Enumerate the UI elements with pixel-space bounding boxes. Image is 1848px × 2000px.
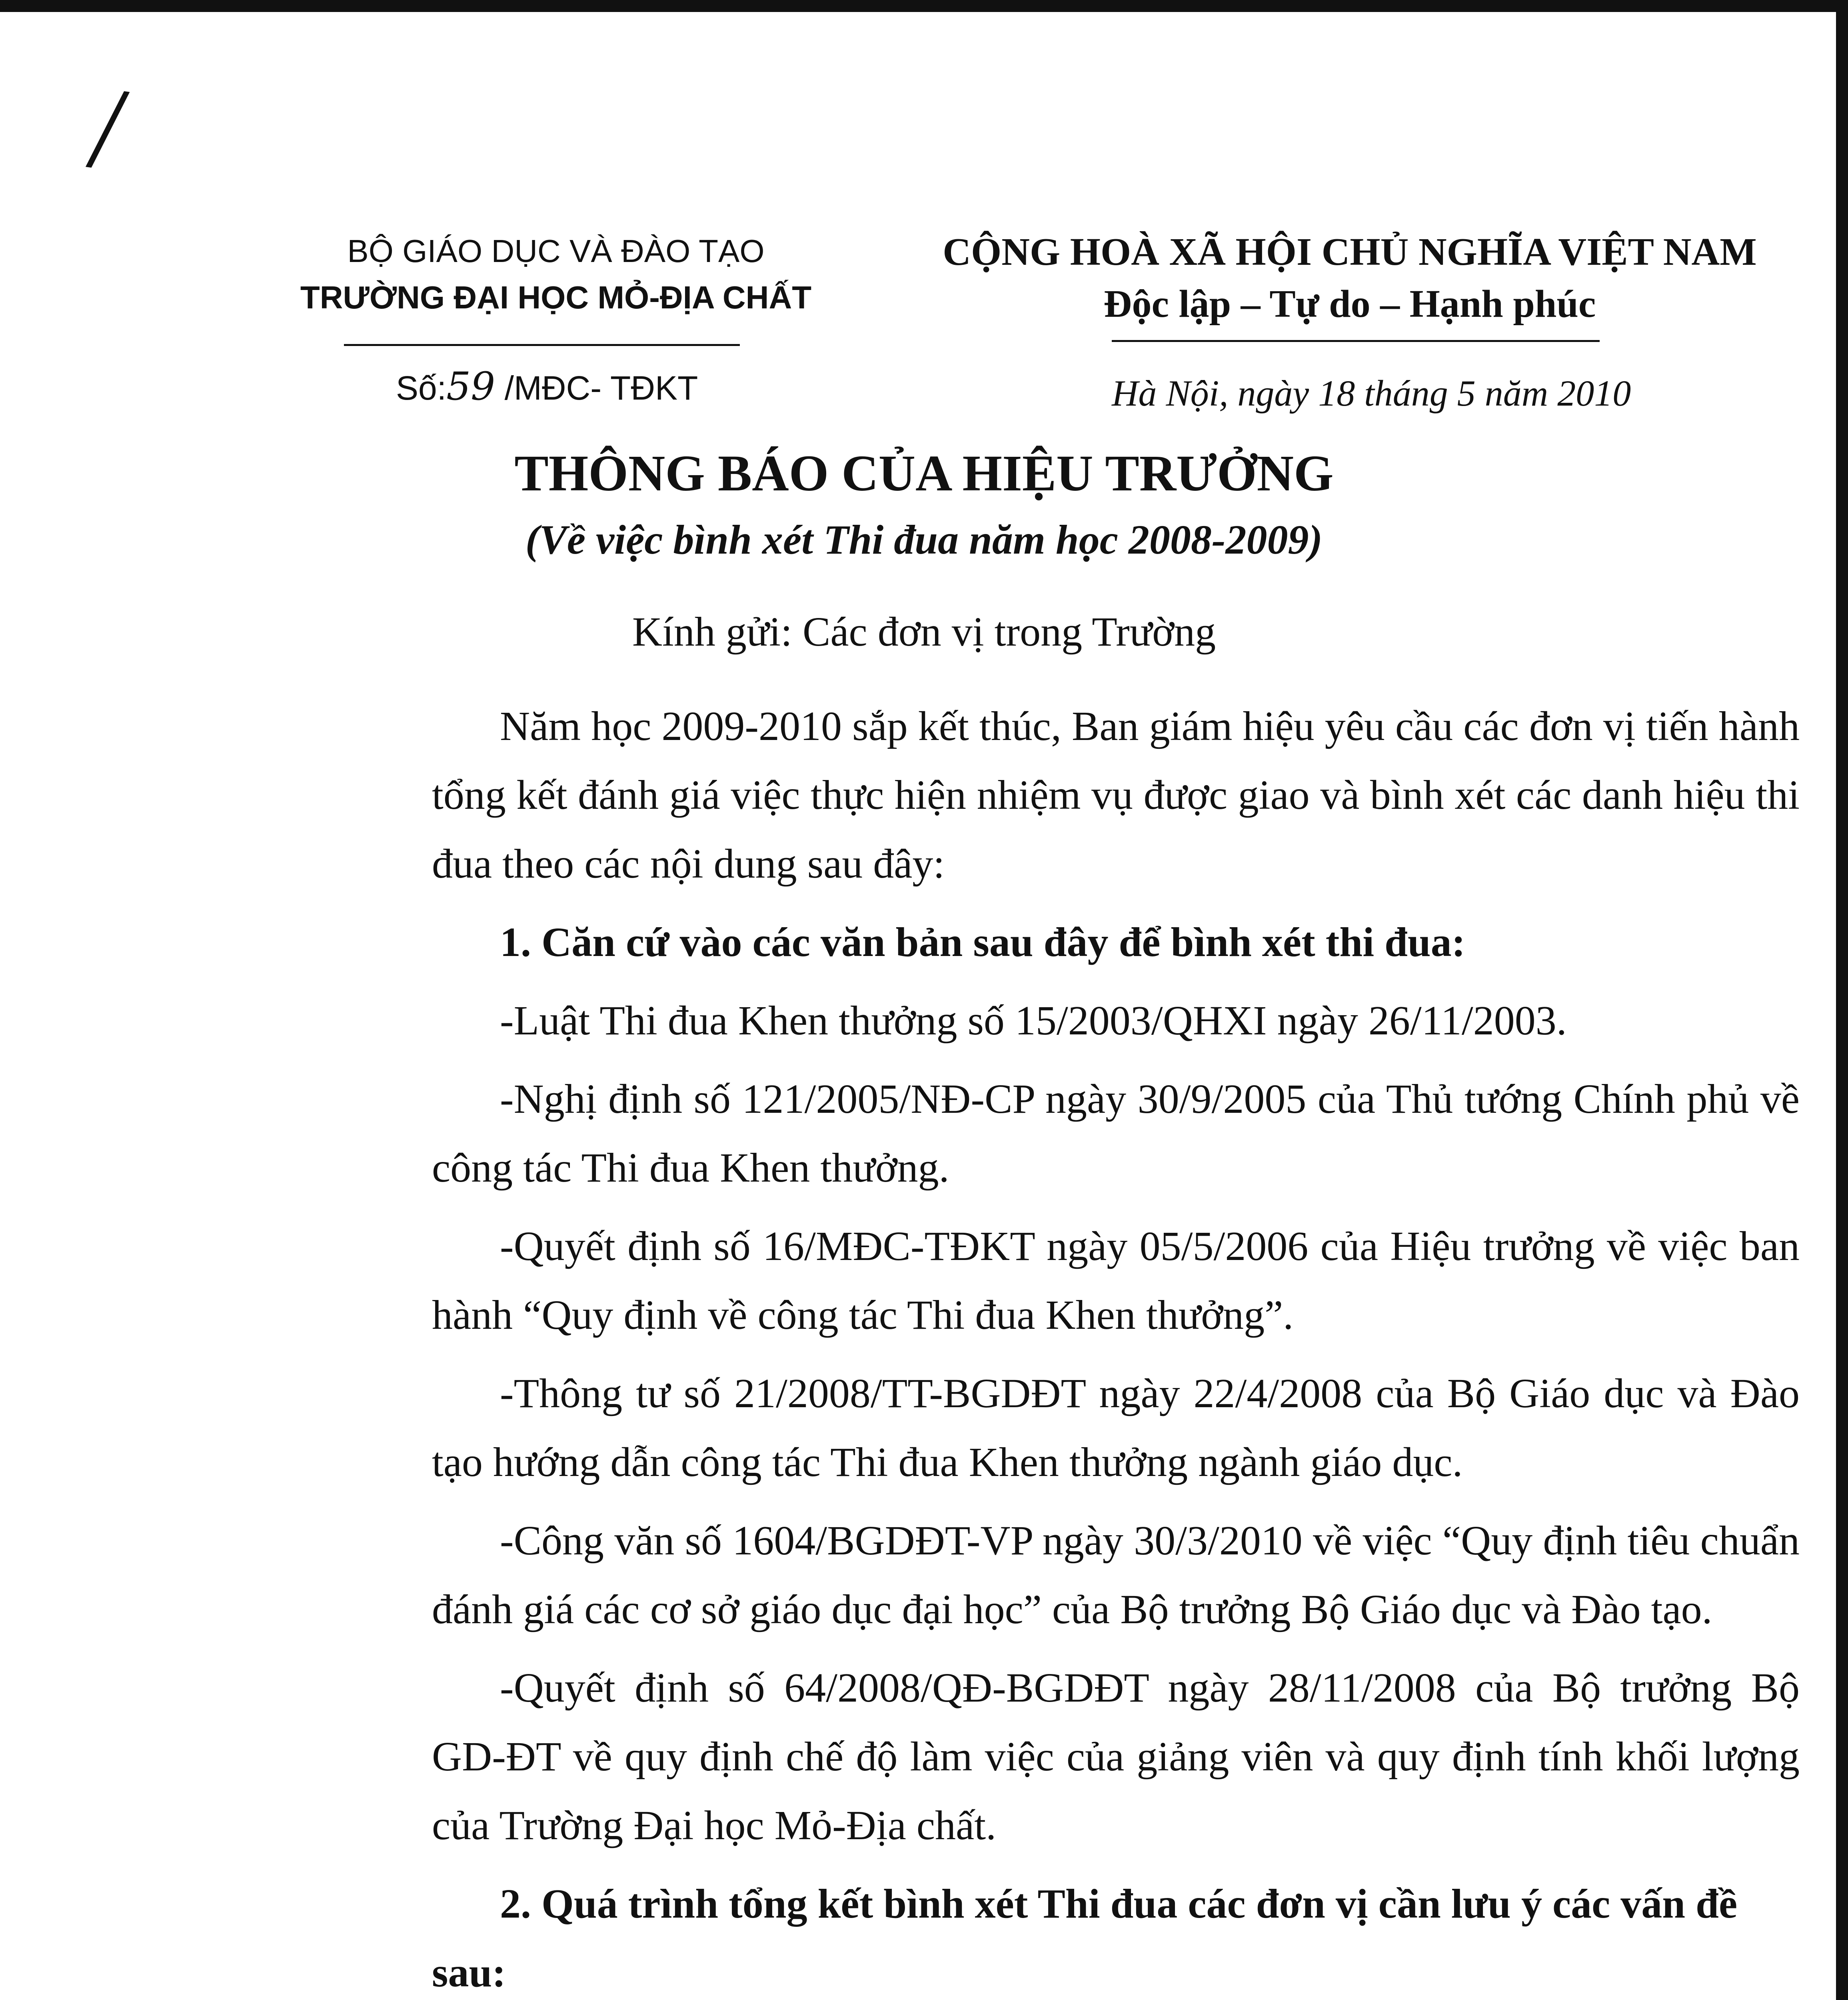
issuer-underline	[344, 344, 740, 346]
body-paragraph: -Quyết định số 64/2008/QĐ-BGDĐT ngày 28/11/2008 của Bộ trưởng Bộ GD-ĐT về quy định chế độ làm việc của giảng viên và quy định tính khối lượng của Trường Đại học Mỏ-Địa chất.	[432, 1665, 1800, 1848]
issuer-block	[216, 228, 896, 321]
scan-border-right	[1836, 0, 1848, 2000]
document-number-code: /MĐC- TĐKT	[504, 369, 698, 407]
country-name: CỘNG HOÀ XÃ HỘI CHỦ NGHĨA VIỆT NAM	[943, 230, 1757, 274]
ministry-name: BỘ GIÁO DỤC VÀ ĐÀO TẠO	[347, 233, 765, 269]
body-paragraph: -Nghị định số 121/2005/NĐ-CP ngày 30/9/2005 của Thủ tướng Chính phủ về công tác Thi đua Khen thưởng.	[432, 1076, 1800, 1191]
motto-underline	[1112, 340, 1600, 342]
section-heading-2: 2. Quá trình tổng kết bình xét Thi đua các đơn vị cần lưu ý các vấn đề sau:	[432, 1881, 1738, 1996]
body-paragraph: -Quyết định số 16/MĐC-TĐKT ngày 05/5/2006 của Hiệu trưởng về việc ban hành “Quy định về công tác Thi đua Khen thưởng”.	[432, 1223, 1800, 1338]
document-number-label: Số:	[396, 369, 447, 407]
document-number	[396, 364, 698, 409]
national-motto: Độc lập – Tự do – Hạnh phúc	[1103, 282, 1596, 326]
scan-border-top	[0, 0, 1848, 12]
recipient-line: Kính gửi: Các đơn vị trong Trường	[632, 609, 1216, 655]
section-heading-1: 1. Căn cứ vào các văn bản sau đây để bình xét thi đua:	[500, 919, 1466, 965]
document-body	[432, 692, 1800, 2000]
handwritten-slash-mark: /	[82, 60, 134, 196]
body-paragraph: -Công văn số 1604/BGDĐT-VP ngày 30/3/2010 về việc “Quy định tiêu chuẩn đánh giá các cơ sở giáo dục đại học” của Bộ trưởng Bộ Giáo dục và Đào tạo.	[432, 1518, 1800, 1632]
school-name: TRƯỜNG ĐẠI HỌC MỎ-ĐỊA CHẤT	[300, 280, 812, 315]
body-paragraph: -Thông tư số 21/2008/TT-BGDĐT ngày 22/4/2008 của Bộ Giáo dục và Đào tạo hướng dẫn công tác Thi đua Khen thưởng ngành giáo dục.	[432, 1370, 1800, 1485]
document-number-handwritten: 59	[446, 364, 495, 409]
national-heading	[920, 226, 1780, 330]
document-title: THÔNG BÁO CỦA HIỆU TRƯỞNG	[514, 445, 1334, 502]
intro-paragraph: Năm học 2009-2010 sắp kết thúc, Ban giám hiệu yêu cầu các đơn vị tiến hành tổng kết đánh giá việc thực hiện nhiệm vụ được giao và bình xét các danh hiệu thi đua theo các nội dung sau đây:	[432, 703, 1800, 887]
document-subtitle: (Về việc bình xét Thi đua năm học 2008-2009)	[525, 517, 1323, 563]
body-paragraph: -Luật Thi đua Khen thưởng số 15/2003/QHXI ngày 26/11/2003.	[500, 998, 1567, 1044]
issue-date: Hà Nội, ngày 18 tháng 5 năm 2010	[1112, 373, 1631, 414]
